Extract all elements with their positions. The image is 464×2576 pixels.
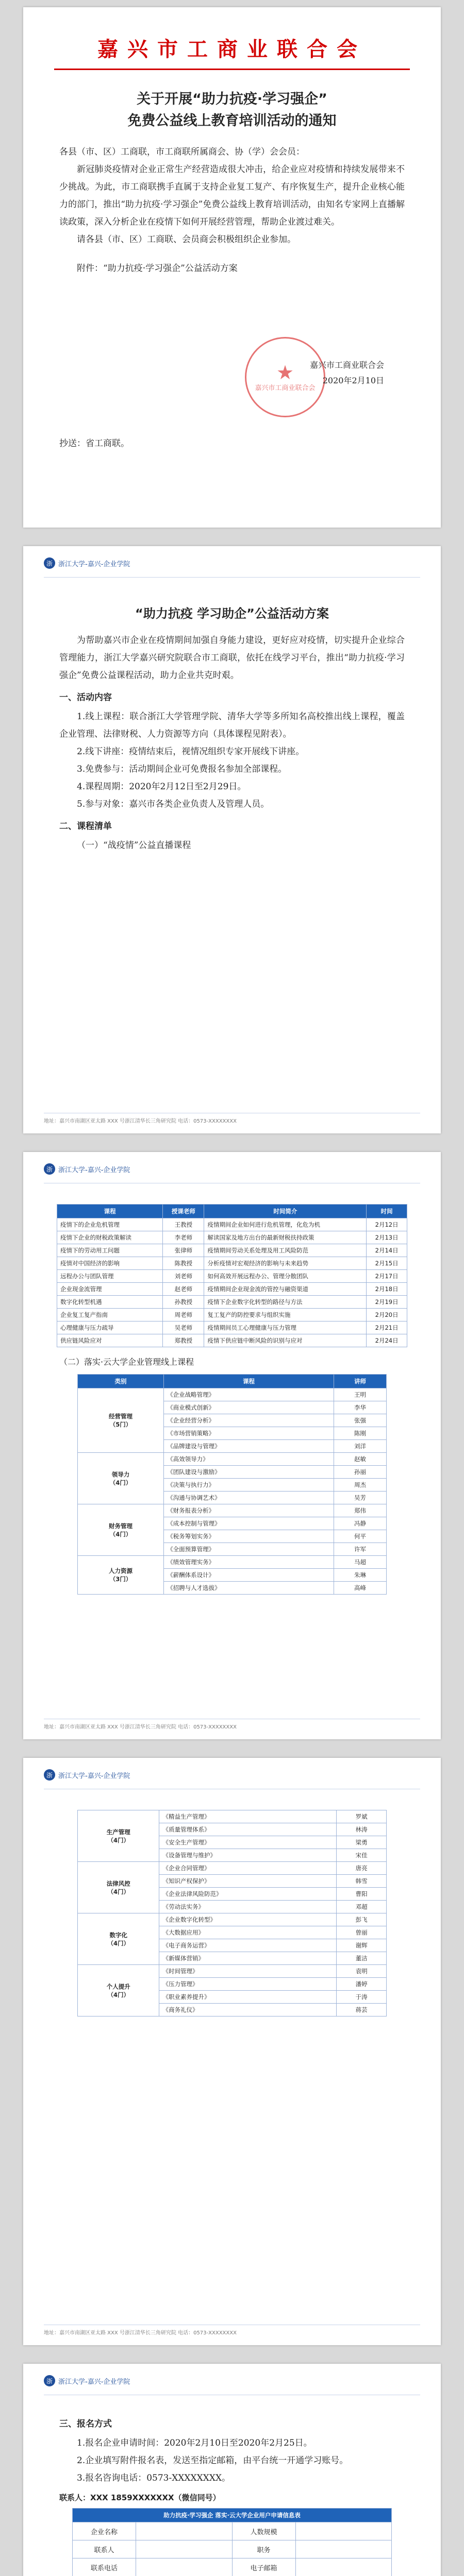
col-course-name: 课程 <box>164 1375 334 1388</box>
org-red-header: 嘉兴市工商业联合会 <box>54 33 410 70</box>
cell-course-name: 《知识产权保护》 <box>159 1875 337 1888</box>
cell-lecturer: 林涛 <box>337 1823 387 1836</box>
section-2-heading: 二、课程清单 <box>59 821 112 832</box>
cell-lecturer: 王明 <box>334 1388 387 1401</box>
logo-text: 浙江大学-嘉兴-企业学院 <box>58 1166 130 1174</box>
cell-lecturer: 周杰 <box>334 1479 387 1492</box>
table-row <box>78 1965 387 1978</box>
cell-lecturer: 冯静 <box>334 1517 387 1530</box>
signature-block <box>310 358 384 388</box>
table-row <box>57 1334 407 1347</box>
page-plan <box>23 546 441 1133</box>
table-2-caption: （二）落实·云大学企业管理线上课程 <box>59 1357 194 1367</box>
cell-time: 2月21日 <box>367 1321 407 1334</box>
cell-course-name: 《企业合同管理》 <box>159 1862 337 1875</box>
form-label: 职务 <box>232 2540 295 2558</box>
table-row <box>78 1810 387 1823</box>
cell-intro: 疫情期间企业现金流的管控与融资渠道 <box>204 1283 367 1296</box>
table-row <box>57 1296 407 1309</box>
logo-mark-icon: 浙 <box>44 557 55 569</box>
section-1-item-2: 2.线下讲座：疫情结束后，视情况组织专家开展线下讲座。 <box>77 747 305 757</box>
cell-course: 疫情下的企业危机管理 <box>57 1218 163 1231</box>
cell-lecturer: 彭飞 <box>337 1913 387 1926</box>
cell-course-name: 《决策与执行力》 <box>164 1479 334 1492</box>
cell-teacher: 陈教授 <box>163 1257 204 1270</box>
page-footer: 地址：嘉兴市南湖区亚太路 XXX 号浙江清华长三角研究院 电话：0573-XXXXXXXX <box>44 2325 420 2336</box>
official-seal: ★ 嘉兴市工商业联合会 <box>245 337 325 417</box>
cell-lecturer: 宋佳 <box>337 1849 387 1862</box>
cell-category: 个人提升 （4门） <box>78 1965 159 2016</box>
logo-text: 浙江大学-嘉兴-企业学院 <box>58 560 130 568</box>
cell-teacher: 张律师 <box>163 1244 204 1257</box>
cell-course-name: 《企业数字化转型》 <box>159 1913 337 1926</box>
section-1-heading: 一、活动内容 <box>59 692 112 703</box>
institute-logo <box>44 1163 130 1175</box>
cell-course: 供应链风险应对 <box>57 1334 163 1347</box>
logo-mark-icon: 浙 <box>44 1163 55 1175</box>
cell-course-name: 《电子商务运营》 <box>159 1939 337 1952</box>
plan-title: “助力抗疫 学习助企”公益活动方案 <box>135 606 329 621</box>
notice-paragraph-1: 新冠肺炎疫情对企业正常生产经营造成很大冲击，给企业应对疫情和持续发展带来不少挑战。为此，市工商联携手直属于支持企业复工复产、有序恢复生产，提升企业核心能力的部门，推出“助力抗疫·学习强企”免费公益线上教育培训活动，由知名专家网上直播解读政策，深入分析企业在疫情下如何开展经营管理，帮助企业渡过难关。 <box>59 164 405 227</box>
cell-course-name: 《企业战略管理》 <box>164 1388 334 1401</box>
notice-paragraph-2: 请各县（市、区）工商联、会员商会积极组织企业参加。 <box>77 234 296 245</box>
cell-lecturer: 蒋芸 <box>337 2004 387 2016</box>
form-label: 企业名称 <box>73 2522 136 2540</box>
cell-lecturer: 何平 <box>334 1530 387 1543</box>
letterhead <box>44 546 420 578</box>
notice-title <box>54 89 410 132</box>
sign-org: 嘉兴市工商业联合会 <box>309 360 384 370</box>
cell-time: 2月18日 <box>367 1283 407 1296</box>
table-row <box>57 1321 407 1334</box>
table-row <box>57 1257 407 1270</box>
section-3-heading: 三、报名方式 <box>59 2419 112 2429</box>
cell-lecturer: 孙丽 <box>334 1466 387 1479</box>
cell-lecturer: 袁明 <box>337 1965 387 1978</box>
form-label: 联系人 <box>73 2540 136 2558</box>
cell-time: 2月13日 <box>367 1231 407 1244</box>
cell-course-name: 《税务筹划实务》 <box>164 1530 334 1543</box>
cell-lecturer: 于涛 <box>337 1991 387 2004</box>
cell-lecturer: 赵敏 <box>334 1453 387 1466</box>
cell-course-name: 《财务报表分析》 <box>164 1504 334 1517</box>
cell-lecturer: 曾丽 <box>337 1926 387 1939</box>
table-row <box>57 1244 407 1257</box>
cell-course: 疫情下的劳动用工问题 <box>57 1244 163 1257</box>
table-row <box>57 1309 407 1321</box>
cell-lecturer: 马超 <box>334 1556 387 1569</box>
table-row <box>78 1504 387 1517</box>
cell-intro: 复工复产的防控要求与组织实施 <box>204 1309 367 1321</box>
cell-lecturer: 吴芳 <box>334 1492 387 1504</box>
attachment-line: 附件：“助力抗疫·学习强企”公益活动方案 <box>77 263 238 274</box>
cell-course-name: 《设备管理与维护》 <box>159 1849 337 1862</box>
page-footer: 地址：嘉兴市南湖区亚太路 XXX 号浙江清华长三角研究院 电话：0573-XXXXXXXX <box>44 1719 420 1730</box>
cell-lecturer: 潘婷 <box>337 1978 387 1991</box>
col-time: 时间 <box>367 1205 407 1218</box>
form-value <box>295 2558 392 2576</box>
cell-category: 法律风控 （4门） <box>78 1862 159 1913</box>
cell-course-name: 《招聘与人才选拔》 <box>164 1582 334 1595</box>
cell-time: 2月24日 <box>367 1334 407 1347</box>
cell-course-name: 《企业经营分析》 <box>164 1414 334 1427</box>
table-row <box>57 1218 407 1231</box>
cell-teacher: 刘老师 <box>163 1270 204 1283</box>
cell-lecturer: 许军 <box>334 1543 387 1556</box>
cell-course-name: 《安全生产管理》 <box>159 1836 337 1849</box>
page-notice <box>23 7 441 528</box>
cell-time: 2月14日 <box>367 1244 407 1257</box>
sign-date: 2020年2月10日 <box>322 376 384 385</box>
cell-course-name: 《新媒体营销》 <box>159 1952 337 1965</box>
cell-time: 2月12日 <box>367 1218 407 1231</box>
cell-teacher: 郑教授 <box>163 1334 204 1347</box>
cell-course: 疫情对中国经济的影响 <box>57 1257 163 1270</box>
cell-lecturer: 刘洋 <box>334 1440 387 1453</box>
cell-lecturer: 罗斌 <box>337 1810 387 1823</box>
institute-logo <box>44 557 130 569</box>
form-value <box>136 2522 233 2540</box>
cell-course-name: 《质量管理体系》 <box>159 1823 337 1836</box>
logo-mark-icon: 浙 <box>44 2375 55 2386</box>
section-1-item-1: 1.线上课程：联合浙江大学管理学院、清华大学等多所知名高校推出线上课程，覆盖企业管理、法律财税、人力资源等方向（具体课程见附表）。 <box>59 711 405 739</box>
col-intro: 时间简介 <box>204 1205 367 1218</box>
cell-time: 2月19日 <box>367 1296 407 1309</box>
section-1-item-4: 4.课程周期：2020年2月12日至2月29日。 <box>77 782 246 792</box>
col-course: 课程 <box>57 1205 163 1218</box>
seal-text: 嘉兴市工商业联合会 <box>255 384 316 392</box>
cell-teacher: 李老师 <box>163 1231 204 1244</box>
cell-course-name: 《精益生产管理》 <box>159 1810 337 1823</box>
online-course-table-continued <box>77 1810 387 2016</box>
cell-intro: 疫情下供应链中断风险的识别与应对 <box>204 1334 367 1347</box>
cell-category: 数字化 （4门） <box>78 1913 159 1965</box>
cell-intro: 疫情期间劳动关系处理及用工风险防范 <box>204 1244 367 1257</box>
cell-category: 领导力 （4门） <box>78 1453 164 1504</box>
cell-course: 远程办公与团队管理 <box>57 1270 163 1283</box>
cell-course-name: 《企业法律风险防范》 <box>159 1888 337 1901</box>
table-row <box>57 1283 407 1296</box>
cell-lecturer: 曹阳 <box>337 1888 387 1901</box>
cell-category: 人力资源 （3门） <box>78 1556 164 1595</box>
cell-teacher: 王教授 <box>163 1218 204 1231</box>
page-footer: 地址：嘉兴市南湖区亚太路 XXX 号浙江清华长三角研究院 电话：0573-XXXXXXXX <box>44 1113 420 1124</box>
application-form <box>72 2508 392 2576</box>
cell-course-name: 《时间管理》 <box>159 1965 337 1978</box>
cell-lecturer: 谢辉 <box>337 1939 387 1952</box>
cell-category: 生产管理 （4门） <box>78 1810 159 1862</box>
cell-intro: 如何高效开展远程办公、管理分散团队 <box>204 1270 367 1283</box>
institute-logo <box>44 2375 130 2386</box>
cell-lecturer: 梁勇 <box>337 1836 387 1849</box>
section-3-item-3: 3.报名咨询电话：0573-XXXXXXXX。 <box>77 2473 231 2483</box>
live-course-table <box>57 1204 407 1347</box>
cell-lecturer: 郑伟 <box>334 1504 387 1517</box>
cell-course-name: 《薪酬体系设计》 <box>164 1569 334 1582</box>
cell-lecturer: 李华 <box>334 1401 387 1414</box>
section-3-item-1: 1.报名企业申请时间：2020年2月10日至2020年2月25日。 <box>77 2438 312 2448</box>
logo-text: 浙江大学-嘉兴-企业学院 <box>58 2378 130 2386</box>
cell-course: 心理健康与压力疏导 <box>57 1321 163 1334</box>
table-row <box>57 1231 407 1244</box>
page-signup <box>23 2364 441 2576</box>
cell-course-name: 《劳动法实务》 <box>159 1901 337 1913</box>
section-2-sub: （一）“战疫情”公益直播课程 <box>77 840 191 851</box>
cell-lecturer: 董洁 <box>337 1952 387 1965</box>
cell-intro: 疫情下企业数字化转型的路径与方法 <box>204 1296 367 1309</box>
table-row <box>78 1556 387 1569</box>
cell-intro: 分析疫情对宏观经济的影响与未来趋势 <box>204 1257 367 1270</box>
logo-mark-icon: 浙 <box>44 1769 55 1781</box>
section-1-item-3: 3.免费参与：活动期间企业可免费报名参加全部课程。 <box>77 764 287 774</box>
plan-intro: 为帮助嘉兴市企业在疫情期间加强自身能力建设，更好应对疫情，切实提升企业综合管理能力，浙江大学嘉兴研究院联合市工商联，依托在线学习平台，推出“助力抗疫·学习强企”免费公益课程活动，助力企业共克时艰。 <box>59 635 405 681</box>
form-value <box>295 2522 392 2540</box>
col-category: 类别 <box>78 1375 164 1388</box>
letterhead <box>44 2364 420 2395</box>
cell-course-name: 《成本控制与管理》 <box>164 1517 334 1530</box>
cell-course: 企业复工复产指南 <box>57 1309 163 1321</box>
cell-teacher: 赵老师 <box>163 1283 204 1296</box>
page-course-table-2 <box>23 1758 441 2345</box>
cell-time: 2月20日 <box>367 1309 407 1321</box>
institute-logo <box>44 1769 130 1781</box>
letterhead <box>44 1152 420 1183</box>
table-row <box>78 1913 387 1926</box>
cell-course: 企业现金流管理 <box>57 1283 163 1296</box>
cell-course-name: 《压力管理》 <box>159 1978 337 1991</box>
form-label: 联系电话 <box>73 2558 136 2576</box>
cell-lecturer: 韩雪 <box>337 1875 387 1888</box>
salutation: 各县（市、区）工商联，市工商联所属商会、协（学）会会员： <box>59 147 305 157</box>
cell-course-name: 《沟通与协调艺术》 <box>164 1492 334 1504</box>
cell-category: 财务管理 （4门） <box>78 1504 164 1556</box>
cc-line: 抄送：省工商联。 <box>59 438 129 449</box>
cell-lecturer: 张强 <box>334 1414 387 1427</box>
notice-title-line2: 免费公益线上教育培训活动的通知 <box>127 113 337 129</box>
cell-lecturer: 邓超 <box>337 1901 387 1913</box>
cell-teacher: 吴老师 <box>163 1321 204 1334</box>
table-row <box>78 1453 387 1466</box>
table-row <box>78 1862 387 1875</box>
form-value <box>136 2558 233 2576</box>
logo-text: 浙江大学-嘉兴-企业学院 <box>58 1772 130 1780</box>
form-title: 助力抗疫·学习强企 落实·云大学企业用户申请信息表 <box>73 2509 392 2522</box>
cell-category: 经营管理 （5门） <box>78 1388 164 1453</box>
cell-lecturer: 唐亮 <box>337 1862 387 1875</box>
cell-teacher: 周老师 <box>163 1309 204 1321</box>
cell-lecturer: 高峰 <box>334 1582 387 1595</box>
cell-course-name: 《品牌建设与管理》 <box>164 1440 334 1453</box>
cell-course-name: 《团队建设与激励》 <box>164 1466 334 1479</box>
table-row <box>57 1270 407 1283</box>
notice-title-line1: 关于开展“助力抗疫·学习强企” <box>137 91 327 107</box>
cell-teacher: 孙教授 <box>163 1296 204 1309</box>
form-row <box>73 2522 392 2540</box>
cell-time: 2月17日 <box>367 1270 407 1283</box>
cell-course-name: 《商业模式创新》 <box>164 1401 334 1414</box>
section-1-item-5: 5.参与对象：嘉兴市各类企业负责人及管理人员。 <box>77 799 270 809</box>
letterhead <box>44 1758 420 1789</box>
table-row <box>78 1388 387 1401</box>
form-row <box>73 2558 392 2576</box>
form-row <box>73 2540 392 2558</box>
cell-course-name: 《全面预算管理》 <box>164 1543 334 1556</box>
col-teacher: 授课老师 <box>163 1205 204 1218</box>
form-value <box>136 2540 233 2558</box>
section-3-item-2: 2.企业填写附件报名表，发送至指定邮箱，由平台统一开通学习账号。 <box>77 2455 349 2466</box>
col-lecturer: 讲师 <box>334 1375 387 1388</box>
online-course-table <box>77 1374 387 1595</box>
cell-course: 数字化转型机遇 <box>57 1296 163 1309</box>
cell-intro: 疫情期间员工心理健康与压力管理 <box>204 1321 367 1334</box>
cell-time: 2月15日 <box>367 1257 407 1270</box>
contact-line: 联系人：XXX 1859XXXXXXX（微信同号） <box>59 2493 221 2502</box>
cell-course-name: 《市场营销策略》 <box>164 1427 334 1440</box>
cell-intro: 疫情期间企业如何进行危机管理，化危为机 <box>204 1218 367 1231</box>
cell-course-name: 《绩效管理实务》 <box>164 1556 334 1569</box>
form-value <box>295 2540 392 2558</box>
cell-intro: 解读国家及地方出台的最新财税扶持政策 <box>204 1231 367 1244</box>
cell-lecturer: 朱琳 <box>334 1569 387 1582</box>
form-label: 人数规模 <box>232 2522 295 2540</box>
cell-course: 疫情下企业的财税政策解读 <box>57 1231 163 1244</box>
cell-course-name: 《大数据应用》 <box>159 1926 337 1939</box>
page-course-table-1 <box>23 1152 441 1739</box>
cell-course-name: 《高效领导力》 <box>164 1453 334 1466</box>
cell-course-name: 《商务礼仪》 <box>159 2004 337 2016</box>
cell-course-name: 《职业素养提升》 <box>159 1991 337 2004</box>
cell-lecturer: 陈刚 <box>334 1427 387 1440</box>
form-label: 电子邮箱 <box>232 2558 295 2576</box>
